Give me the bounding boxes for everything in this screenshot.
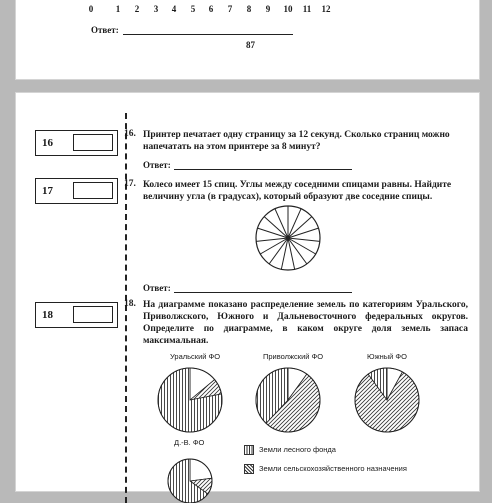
answer-line[interactable]: [123, 34, 293, 35]
answer-box-number: 18: [42, 309, 53, 321]
task-text: Колесо имеет 15 спиц. Углы между соседними спицами равны. Найдите величину угла (в градусах), который образуют две соседние спицы.: [143, 180, 452, 202]
previous-page: [15, 0, 480, 80]
answer-box-number: 17: [42, 185, 53, 197]
task-number: 17.: [124, 179, 136, 189]
answer-label: Ответ:: [143, 283, 171, 293]
task-number: 18.: [124, 299, 136, 309]
number-line-tick: 0: [88, 4, 94, 14]
pie-charts: [16, 93, 481, 493]
task-text: Принтер печатает одну страницу за 12 секунд. Сколько страниц можно напечатать на этом принтере за 8 минут?: [143, 130, 450, 152]
pie-label: Приволжский ФО: [263, 352, 324, 361]
number-line-tick: 5: [190, 4, 196, 14]
task-number: 16.: [124, 129, 136, 139]
legend-agri-label: Земли сельскохозяйственного назначения: [259, 464, 407, 473]
number-line-tick: 1: [115, 4, 121, 14]
answer-box-number: 16: [42, 137, 53, 149]
number-line-tick: 7: [227, 4, 233, 14]
page-number: 87: [246, 40, 255, 50]
task-text: На диаграмме показано распределение земель по категориям Уральского, Приволжского, Южного и Дальневосточного федеральных округов. Определите по диаграмме, в каком округе доля земель запаса максимальная.: [143, 300, 468, 346]
worksheet-page: [15, 92, 480, 492]
number-line-tick: 12: [321, 4, 331, 14]
number-line-tick: 10: [283, 4, 293, 14]
number-line-tick: 3: [153, 4, 159, 14]
number-line-tick: 11: [302, 4, 312, 14]
pie-label: Южный ФО: [367, 352, 407, 361]
number-line: [16, 4, 479, 16]
answer-label: Ответ:: [91, 25, 119, 35]
number-line-tick: 2: [134, 4, 140, 14]
answer-label: Ответ:: [143, 160, 171, 170]
legend-forest-label: Земли лесного фонда: [259, 445, 336, 454]
legend-agri-swatch: [244, 464, 254, 474]
pie-label: Д.-В. ФО: [174, 438, 205, 447]
number-line-tick: 9: [265, 4, 271, 14]
number-line-tick: 6: [208, 4, 214, 14]
number-line-tick: 8: [246, 4, 252, 14]
number-line-tick: 4: [171, 4, 177, 14]
legend-forest-swatch: [244, 445, 254, 455]
pie-label: Уральский ФО: [170, 352, 221, 361]
